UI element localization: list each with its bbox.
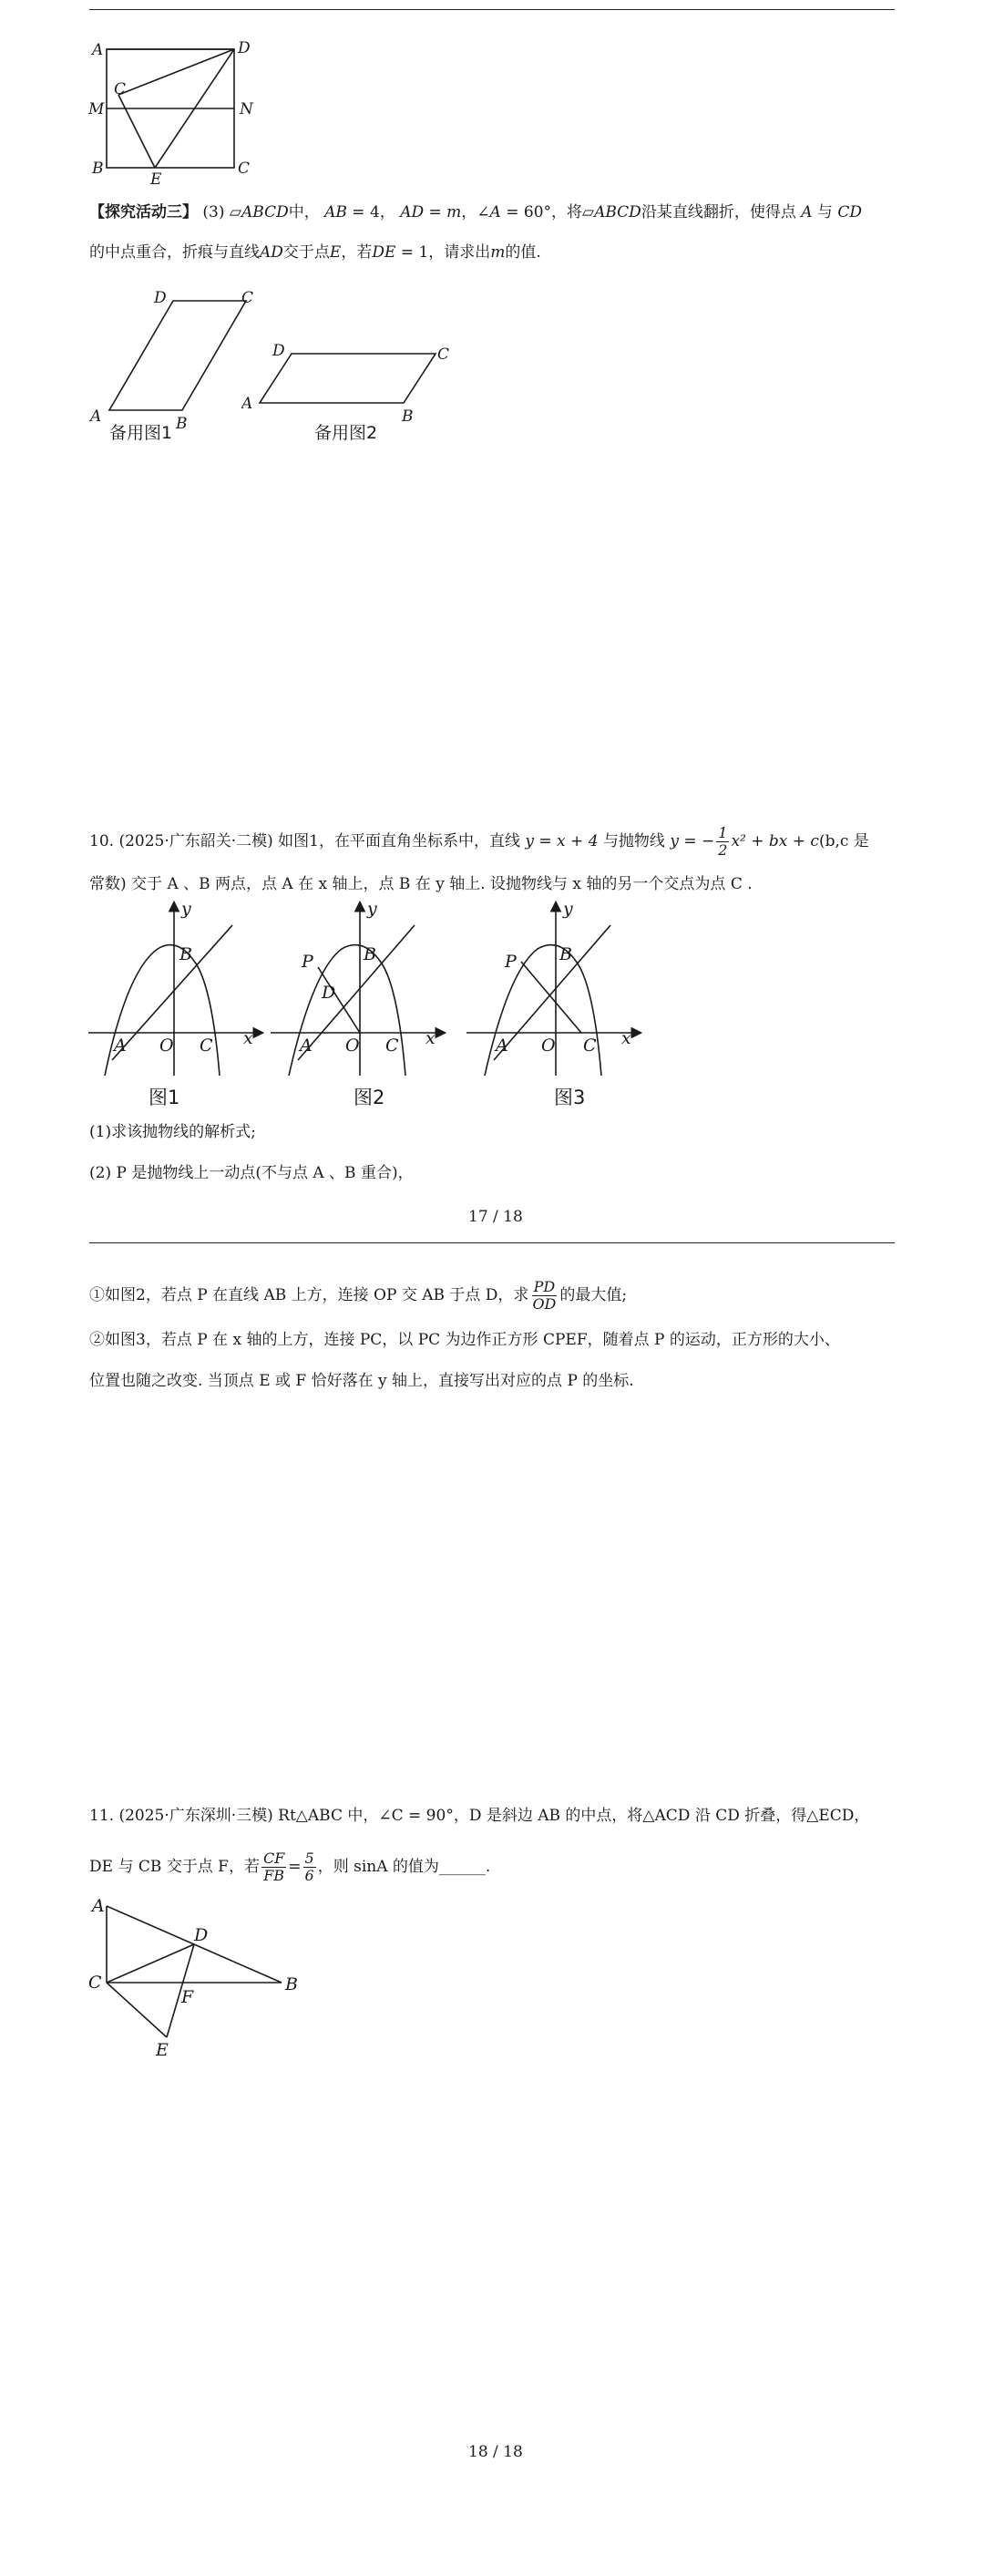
q10-item1-text: ①如图2，若点 P 在直线 AB 上方，连接 OP 交 AB 于点 D，求 <box>89 1286 529 1304</box>
label-D: D <box>238 39 251 57</box>
f3-label-B: B <box>559 944 572 964</box>
p1-label-D: D <box>154 289 167 307</box>
activity3-line1 <box>89 199 862 226</box>
f2-label-O: O <box>345 1036 360 1056</box>
q10-item2-line2: 位置也随之改变. 当顶点 E 或 F 恰好落在 y 轴上，直接写出对应的点 P 的坐标. <box>89 1372 634 1390</box>
q10-figure-2 <box>269 898 456 1080</box>
q10-line1 <box>89 825 869 859</box>
f1-label-B: B <box>179 944 192 964</box>
label-M: M <box>88 100 105 118</box>
f2-label-y: y <box>367 899 377 919</box>
q10-parabola-eq-a: y = − <box>670 832 715 850</box>
t: 与 <box>816 203 833 222</box>
activity3-line2 <box>89 239 541 266</box>
t: = <box>424 203 447 222</box>
frac-den: 2 <box>718 841 728 859</box>
t: ，则 sinA 的值为______. <box>317 1858 491 1876</box>
f3-label-x: x <box>621 1028 631 1048</box>
t: AB <box>324 203 347 222</box>
f1-label-O: O <box>159 1036 174 1056</box>
t: E <box>329 243 342 262</box>
q11-label-F: F <box>181 1987 194 2007</box>
frac-num: CF <box>262 1850 285 1867</box>
t: = 1，请求出 <box>395 243 491 262</box>
pd-od-fraction <box>530 1279 558 1313</box>
f3-label-O: O <box>541 1036 556 1056</box>
f2-label-C: C <box>385 1036 399 1056</box>
t: A <box>489 203 501 222</box>
page-number-18: 18 / 18 <box>468 2443 523 2461</box>
q10-parabola-eq-b: x² + bx + c <box>731 832 819 850</box>
q10-fraction <box>716 825 729 859</box>
frac-num: PD <box>533 1278 556 1295</box>
frac-den: OD <box>532 1295 557 1313</box>
backup-figure-2-caption: 备用图2 <box>314 423 378 443</box>
frac-den: 6 <box>304 1867 314 1884</box>
p1-label-B: B <box>176 415 188 433</box>
t: DE 与 CB 交于点 F，若 <box>89 1858 260 1876</box>
f1-label-y: y <box>181 899 191 919</box>
t: 的中点重合，折痕与直线 <box>89 243 260 262</box>
q10-figure-1 <box>87 898 273 1080</box>
five-sixths-fraction <box>303 1850 316 1884</box>
t: m <box>446 203 462 222</box>
f3-label-P: P <box>505 952 517 972</box>
q11-label-B: B <box>285 1974 298 1994</box>
f2-label-P: P <box>302 952 313 972</box>
page-number-17: 17 / 18 <box>468 1208 523 1226</box>
q10-figure-3 <box>465 898 651 1080</box>
q10-sub1: (1)求该抛物线的解析式; <box>89 1123 256 1141</box>
t: = 60°，将▱ <box>500 203 595 222</box>
t: A <box>801 203 813 222</box>
q11-label-C: C <box>88 1973 102 1993</box>
q10-item1 <box>89 1279 627 1313</box>
label-B: B <box>92 160 104 178</box>
t: (3) <box>202 203 225 222</box>
p1-label-C: C <box>241 289 254 307</box>
t: 的值. <box>505 243 541 262</box>
f2-label-D: D <box>322 983 336 1003</box>
label-E: E <box>150 170 162 187</box>
backup-figure-1-caption: 备用图1 <box>109 423 173 443</box>
t: ABCD <box>594 203 641 222</box>
label-A: A <box>92 41 104 59</box>
parallelogram-figure-2 <box>241 337 460 428</box>
f3-label-C: C <box>583 1036 597 1056</box>
q10-item2-line1: ②如图3，若点 P 在 x 轴的上方，连接 PC，以 PC 为边作正方形 CPEF，随着点 P 的运动，正方形的大小、 <box>89 1331 840 1349</box>
q11-label-A: A <box>92 1896 105 1916</box>
t: ABCD <box>241 203 289 222</box>
p2-label-C: C <box>437 345 450 364</box>
t: AD <box>400 203 425 222</box>
label-N: N <box>240 100 253 118</box>
p2-label-A: A <box>241 395 253 413</box>
q10-intro: 10. (2025·广东韶关·二模) 如图1，在平面直角坐标系中，直线 <box>89 832 520 850</box>
f2-label-x: x <box>425 1028 436 1048</box>
f1-label-A: A <box>114 1036 127 1056</box>
p2-label-B: B <box>402 407 414 426</box>
q10-sub2: (2) P 是抛物线上一动点(不与点 A 、B 重合)， <box>89 1164 414 1182</box>
t: = <box>288 1858 302 1876</box>
q10-caption-3: 图3 <box>554 1087 586 1108</box>
t: 交于点 <box>282 243 330 262</box>
rectangle-fold-figure <box>87 36 269 187</box>
t: 与抛物线 <box>602 832 665 850</box>
f2-label-A: A <box>300 1036 313 1056</box>
q11-line1: 11. (2025·广东深圳·三模) Rt△ABC 中，∠C = 90°，D 是斜边 AB 的中点，将△ACD 沿 CD 折叠，得△ECD， <box>89 1807 870 1825</box>
page-top-rule <box>89 9 895 10</box>
t: CD <box>837 203 862 222</box>
q11-label-D: D <box>194 1925 209 1945</box>
f3-label-A: A <box>496 1036 508 1056</box>
f3-label-y: y <box>563 899 573 919</box>
t: m <box>490 243 506 262</box>
q10-line-eq: y = x + 4 <box>525 832 599 850</box>
q11-line2 <box>89 1850 490 1884</box>
q10-caption-1: 图1 <box>149 1087 180 1108</box>
t: 沿某直线翻折，使得点 <box>641 203 796 222</box>
t: 的最大值; <box>559 1286 628 1304</box>
page-separator-rule <box>89 1242 895 1243</box>
q10-caption-2: 图2 <box>354 1087 385 1108</box>
p1-label-A: A <box>90 407 102 426</box>
label-C-corner: C <box>238 160 251 178</box>
p2-label-D: D <box>272 342 285 360</box>
q11-triangle-figure <box>87 1891 314 2069</box>
t: 中， <box>288 203 320 222</box>
t: ▱ <box>229 203 241 222</box>
f1-label-x: x <box>243 1028 253 1048</box>
t: = 4， <box>346 203 395 222</box>
t: ，∠ <box>461 203 490 222</box>
f2-label-B: B <box>364 944 376 964</box>
frac-num: 5 <box>304 1850 314 1867</box>
label-C-point: C <box>114 80 127 98</box>
t: DE <box>372 243 396 262</box>
q11-label-E: E <box>156 2040 169 2060</box>
frac-num: 1 <box>718 824 728 841</box>
activity3-heading: 【探究活动三】 <box>89 203 198 222</box>
t: ，若 <box>341 243 373 262</box>
frac-den: FB <box>263 1867 285 1884</box>
cf-fb-fraction <box>261 1850 286 1884</box>
f1-label-C: C <box>200 1036 213 1056</box>
t: AD <box>260 243 283 262</box>
q10-line2: 常数) 交于 A 、B 两点，点 A 在 x 轴上，点 B 在 y 轴上. 设抛物线与 x 轴的另一个交点为点 C . <box>89 875 753 893</box>
t: (b,c 是 <box>818 832 869 850</box>
